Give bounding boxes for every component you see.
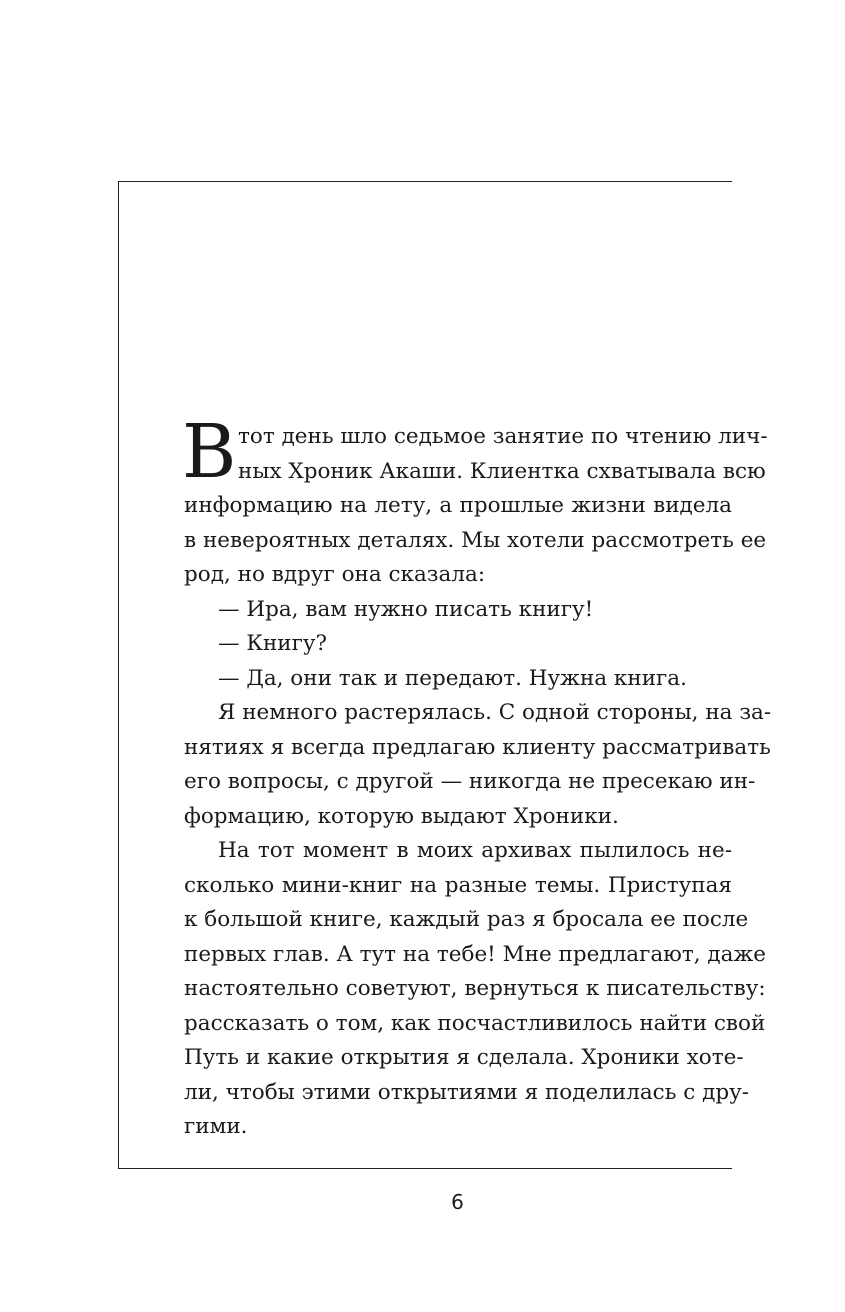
text-line: На тот момент в моих архивах пылилось не-: [218, 838, 732, 863]
text-line: рассказать о том, как посчастливилось найти свой: [184, 1010, 766, 1036]
frame-bottom-rule: [118, 1168, 732, 1169]
text-line: к большой книге, каждый раз я бросала ее после: [184, 907, 749, 932]
text-line: формацию, которую выдают Хроники.: [184, 803, 619, 829]
text-line: первых глав. А тут на тебе! Мне предлагают, даже: [184, 941, 766, 967]
text-line: настоятельно советуют, вернуться к писательству:: [184, 976, 766, 1001]
text-line: род, но вдруг она сказала:: [184, 562, 486, 587]
frame-top-rule: [118, 181, 732, 182]
text-line: нятиях я всегда предлагаю клиенту рассматривать: [184, 734, 771, 760]
text-line: в невероятных деталях. Мы хотели рассмотреть ее: [184, 527, 767, 553]
dialogue-line: — Книгу?: [218, 631, 328, 656]
text-line: его вопросы, с другой — никогда не пресекаю ин-: [184, 769, 756, 794]
frame-left-rule: [118, 181, 119, 1169]
dialogue-line: — Да, они так и передают. Нужна книга.: [218, 665, 687, 691]
text-line: Я немного растерялась. С одной стороны, на за-: [218, 700, 772, 725]
drop-cap: В: [182, 409, 237, 495]
page-number: 6: [451, 1190, 464, 1214]
text-line: сколько мини-книг на разные темы. Приступая: [184, 872, 732, 898]
text-line: гими.: [184, 1114, 248, 1139]
text-line: ли, чтобы этими открытиями я поделилась с дру-: [184, 1079, 750, 1105]
text-line: информацию на лету, а прошлые жизни видела: [184, 493, 732, 518]
text-line: ных Хроник Акаши. Клиентка схватывала всю: [238, 458, 766, 484]
dialogue-line: — Ира, вам нужно писать книгу!: [218, 596, 594, 622]
body-text: [182, 409, 772, 1145]
text-line: тот день шло седьмое занятие по чтению лич-: [238, 424, 768, 449]
text-line: Путь и какие открытия я сделала. Хроники хоте-: [184, 1045, 744, 1070]
